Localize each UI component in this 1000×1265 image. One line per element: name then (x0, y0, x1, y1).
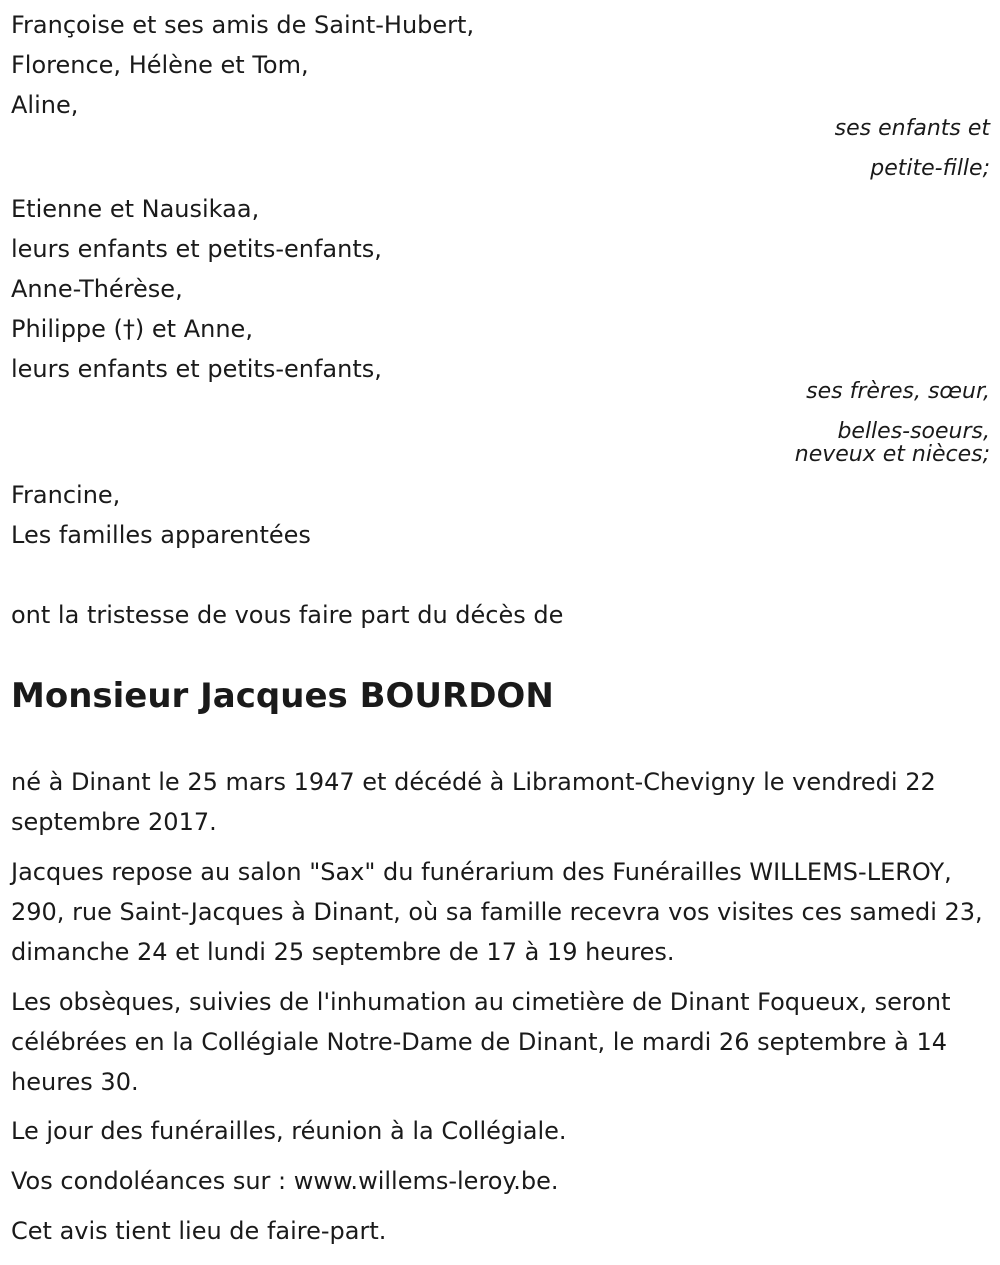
family-line: Philippe (†) et Anne, (11, 315, 253, 343)
visitation-paragraph: Jacques repose au salon "Sax" du funérarium des Funérailles WILLEMS-LEROY, 290, rue Saint-Jacques à Dinant, où sa famille recevra vos visites ces samedi 23, dimanche 24 et lundi 25 septembre de 17 à 19 heures. (11, 858, 983, 966)
family-line: Les familles apparentées (11, 521, 311, 549)
family-line: leurs enfants et petits-enfants, (11, 235, 382, 263)
relation-label: ses frères, sœur, (806, 379, 990, 404)
family-line: Anne-Thérèse, (11, 275, 183, 303)
family-line: Francine, (11, 481, 121, 509)
relation-label: ses enfants et (834, 116, 990, 141)
meeting-paragraph: Le jour des funérailles, réunion à la Collégiale. (11, 1117, 567, 1145)
family-line: Aline, (11, 91, 79, 119)
birth-death-paragraph: né à Dinant le 25 mars 1947 et décédé à Libramont-Chevigny le vendredi 22 septembre 2017. (11, 768, 936, 836)
family-line: Florence, Hélène et Tom, (11, 51, 309, 79)
family-line: leurs enfants et petits-enfants, (11, 355, 382, 383)
condolences-paragraph: Vos condoléances sur : www.willems-leroy.be. (11, 1167, 559, 1195)
notice-paragraph: Cet avis tient lieu de faire-part. (11, 1217, 387, 1245)
family-line: Françoise et ses amis de Saint-Hubert, (11, 11, 475, 39)
relation-label: petite-fille; (870, 156, 990, 181)
deceased-name: Monsieur Jacques BOURDON (11, 676, 554, 716)
funeral-paragraph: Les obsèques, suivies de l'inhumation au cimetière de Dinant Foqueux, seront célébrées en la Collégiale Notre-Dame de Dinant, le mardi 26 septembre à 14 heures 30. (11, 988, 951, 1096)
family-line: Etienne et Nausikaa, (11, 195, 260, 223)
announcement-text: ont la tristesse de vous faire part du décès de (11, 601, 564, 629)
relation-label: belles-soeurs, (837, 419, 990, 444)
relation-label: neveux et nièces; (794, 442, 990, 467)
